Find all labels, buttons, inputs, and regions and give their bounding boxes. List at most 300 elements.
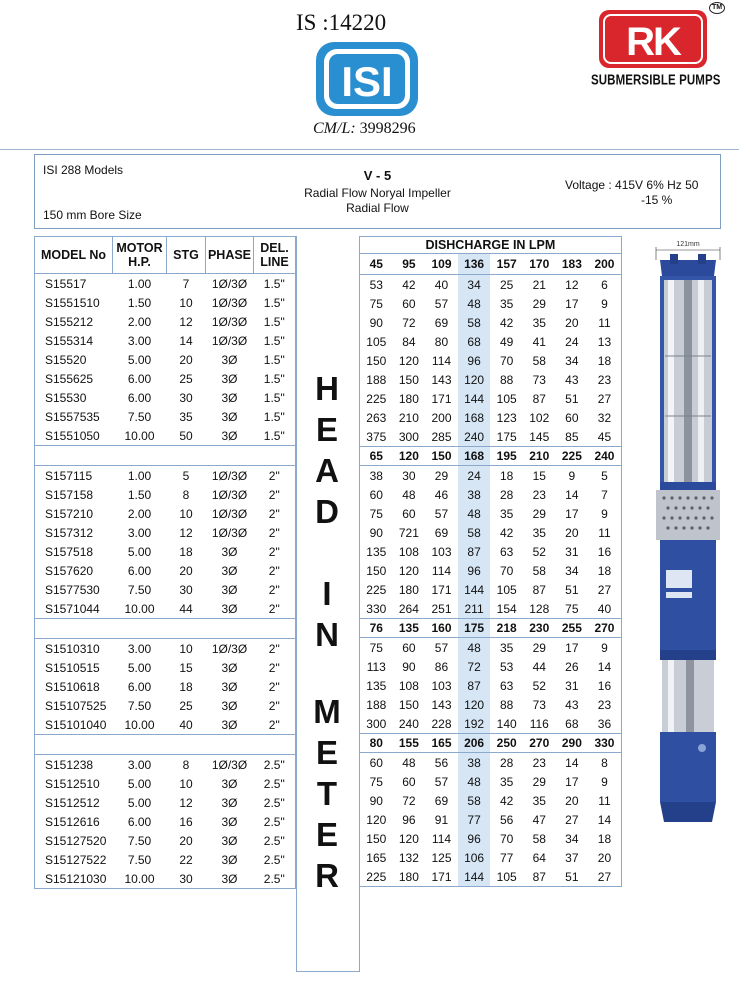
phase-cell: 1Ø/3Ø [211,757,248,772]
table-row [35,504,296,523]
delivery-line-cell: 2" [268,487,280,502]
head-value: 41 [532,334,546,349]
head-value: 51 [565,582,579,597]
head-value: 180 [398,582,419,597]
head-value: 23 [532,487,546,502]
head-value: 120 [398,563,419,578]
head-value: 240 [458,427,491,447]
head-value: 29 [532,296,546,311]
head-row [360,810,622,829]
model-cell: S15127520 [45,833,107,848]
table-row [35,639,296,659]
phase-cell: 3Ø [221,795,238,810]
head-value: 28 [499,487,514,502]
head-value: 140 [496,716,517,731]
phase-cell: 1Ø/3Ø [211,314,248,329]
head-value: 29 [532,774,546,789]
stages-cell: 22 [179,852,193,867]
head-value: 88 [499,372,514,387]
head-value: 18 [597,563,612,578]
head-value: 225 [366,582,387,597]
head-value: 48 [458,772,491,791]
head-value: 6 [601,277,608,292]
lpm-value: 183 [556,254,589,275]
stages-cell: 16 [179,814,193,829]
head-value: 263 [366,410,387,425]
head-row [360,772,622,791]
head-value: 77 [499,850,514,865]
lpm-value: 155 [393,734,426,753]
head-value: 143 [431,372,452,387]
head-value: 57 [434,296,449,311]
head-value: 75 [369,774,383,789]
head-in-meter-letter: I [322,575,332,612]
model-cell: S1571044 [45,601,100,616]
model-cell: S155212 [45,314,94,329]
table-row [35,793,296,812]
motor-hp-cell: 5.00 [127,544,152,559]
head-row [360,332,622,351]
model-cell: S157115 [45,468,93,483]
head-value: 17 [565,506,579,521]
model-cell: S157210 [45,506,94,521]
delivery-line-cell: 2" [268,563,280,578]
head-value: 150 [366,353,387,368]
phase-cell: 3Ø [221,390,238,405]
head-value: 188 [366,697,387,712]
head-value: 42 [499,525,514,540]
head-row [360,485,622,504]
stages-cell: 8 [182,757,190,772]
delivery-line-cell: 1.5" [263,409,285,424]
head-value: 20 [565,793,579,808]
head-in-meter-letter: A [315,452,339,489]
head-value: 123 [496,410,517,425]
table-row [35,580,296,599]
motor-hp-cell: 2.00 [127,314,152,329]
head-value: 17 [565,296,579,311]
phase-cell: 3Ø [221,698,238,713]
cml-number: 3998296 [359,120,416,137]
head-row [360,504,622,523]
table-row [35,293,296,312]
head-value: 43 [565,372,579,387]
motor-hp-cell: 5.00 [127,776,152,791]
stages-cell: 25 [179,371,193,386]
motor-hp-cell: 10.00 [124,717,155,732]
head-value: 34 [458,275,491,295]
lpm-value: 80 [360,734,393,753]
phase-cell: 3Ø [221,428,238,443]
table-row [35,312,296,331]
head-value: 70 [499,563,514,578]
group-separator-row [35,619,296,639]
head-value: 27 [565,812,579,827]
head-value: 120 [458,695,491,714]
head-in-meter-letter: E [315,411,338,448]
head-row [360,638,622,658]
head-value: 48 [402,755,416,770]
submersible-pump-image [640,236,736,826]
motor-hp-cell: 2.00 [127,506,152,521]
head-value: 114 [431,563,452,578]
cml-license [313,120,416,138]
head-value: 57 [434,640,449,655]
stages-cell: 5 [182,468,190,483]
model-cell: S155625 [45,371,94,386]
head-value: 60 [369,487,383,502]
head-value: 73 [532,697,546,712]
is-standard-number: IS :14220 [296,10,387,35]
phase-cell: 1Ø/3Ø [211,333,248,348]
model-cell: S1551510 [45,295,100,310]
motor-hp-cell: 7.50 [127,698,152,713]
delivery-line-cell: 1.5" [263,295,285,310]
head-value: 264 [398,601,419,616]
phase-cell: 3Ø [221,352,238,367]
bore-size: 150 mm Bore Size [43,208,142,222]
head-value: 42 [499,315,514,330]
head-value: 143 [431,697,452,712]
stages-cell: 10 [179,506,193,521]
head-value: 53 [369,277,383,292]
lpm-header-row [360,619,622,638]
head-value: 51 [565,391,579,406]
head-value: 63 [499,544,514,559]
motor-hp-cell: 7.50 [127,409,152,424]
head-value: 125 [431,850,452,865]
head-value: 56 [499,812,514,827]
delivery-line-cell: 2" [268,660,280,675]
stages-cell: 20 [179,833,193,848]
stages-cell: 30 [179,582,193,597]
delivery-line-cell: 2" [268,582,280,597]
model-cell: S157312 [45,525,94,540]
head-row [360,294,622,313]
head-value: 18 [597,831,612,846]
head-row [360,714,622,734]
lpm-value: 195 [490,447,523,466]
table-row [35,774,296,793]
head-row [360,676,622,695]
head-value: 63 [499,678,514,693]
head-in-meter-letter: R [315,857,339,894]
head-value: 29 [532,640,546,655]
head-value: 23 [532,755,546,770]
head-value: 168 [458,408,491,427]
head-value: 120 [398,353,419,368]
motor-hp-cell: 6.00 [127,814,152,829]
model-cell: S1577530 [45,582,100,597]
head-value: 91 [434,812,449,827]
head-row [360,848,622,867]
table-row [35,831,296,850]
delivery-line-cell: 2.5" [263,814,285,829]
head-value: 105 [496,869,517,884]
table-row [35,369,296,388]
phase-cell: 3Ø [221,679,238,694]
head-value: 9 [601,640,608,655]
delivery-line-cell: 1.5" [263,371,285,386]
head-value: 105 [496,391,517,406]
head-value: 52 [532,544,546,559]
voltage-tolerance: -15 % [641,193,673,207]
phase-cell: 3Ø [221,563,238,578]
head-value: 144 [458,389,491,408]
table-row [35,331,296,350]
phase-cell: 3Ø [221,717,238,732]
model-cell: S157518 [45,544,94,559]
head-value: 35 [499,640,514,655]
head-value: 285 [431,429,452,444]
head-row [360,695,622,714]
motor-hp-cell: 10.00 [124,601,155,616]
head-value: 48 [458,294,491,313]
lpm-value: 255 [556,619,589,638]
col-model: MODEL No [35,237,113,274]
motor-hp-cell: 1.50 [127,487,152,502]
head-value: 114 [431,353,452,368]
voltage-spec: Voltage : 415V 6% Hz 50 [565,178,699,192]
head-in-meter-letter: E [315,816,338,853]
head-value: 70 [499,353,514,368]
table-row [35,696,296,715]
pump-width-label: 121mm [676,241,700,248]
stages-cell: 18 [179,679,193,694]
table-row [35,755,296,775]
head-value: 23 [597,372,612,387]
motor-hp-cell: 3.00 [127,757,152,772]
head-row [360,657,622,676]
model-cell: S155314 [45,333,94,348]
header-divider [0,149,739,150]
delivery-line-cell: 2" [268,641,280,656]
lpm-value: 95 [393,254,426,275]
head-value: 20 [565,525,579,540]
table-row [35,466,296,486]
head-value: 135 [366,678,387,693]
head-value: 46 [434,487,449,502]
model-cell: S1510515 [45,660,100,675]
head-value: 103 [431,678,452,693]
lpm-value: 206 [458,734,491,753]
motor-hp-cell: 6.00 [127,390,152,405]
head-value: 84 [402,334,416,349]
head-value: 180 [398,869,419,884]
head-row [360,580,622,599]
stages-cell: 8 [182,487,190,502]
head-value: 90 [369,315,383,330]
trademark-symbol: TM [709,2,725,14]
head-value: 60 [369,755,383,770]
stages-cell: 50 [179,428,193,443]
head-value: 25 [499,277,514,292]
lpm-value: 330 [588,734,621,753]
stages-cell: 10 [179,295,193,310]
head-value: 9 [601,296,608,311]
model-cell: S157158 [45,487,94,502]
head-value: 171 [431,582,452,597]
head-value: 113 [366,659,386,674]
head-value: 30 [402,468,416,483]
lpm-value: 76 [360,619,393,638]
head-value: 175 [496,429,517,444]
head-value: 60 [565,410,579,425]
stages-cell: 10 [179,776,193,791]
phase-cell: 1Ø/3Ø [211,641,248,656]
table-row [35,869,296,889]
head-value: 171 [431,391,452,406]
delivery-line-cell: 1.5" [263,333,285,348]
head-value: 330 [366,601,387,616]
phase-cell: 3Ø [221,871,238,886]
head-row [360,867,622,887]
delivery-line-cell: 2.5" [263,776,285,791]
lpm-value: 165 [425,734,458,753]
discharge-table [359,236,622,887]
table-row [35,677,296,696]
delivery-line-cell: 2.5" [263,871,285,886]
head-value: 300 [366,716,387,731]
phase-cell: 3Ø [221,601,238,616]
head-value: 108 [398,678,419,693]
head-value: 225 [366,869,387,884]
head-value: 80 [434,334,449,349]
motor-hp-cell: 3.00 [127,525,152,540]
col-stages: STG [167,237,206,274]
head-in-meter-letter: M [313,693,341,730]
lpm-value: 225 [556,447,589,466]
head-row [360,427,622,447]
head-value: 15 [532,468,546,483]
motor-hp-cell: 6.00 [127,371,152,386]
head-value: 150 [398,697,419,712]
head-value: 48 [402,487,416,502]
head-value: 43 [565,697,579,712]
head-row [360,313,622,332]
head-value: 60 [402,640,416,655]
head-row [360,829,622,848]
head-value: 87 [532,582,546,597]
head-value: 53 [499,659,514,674]
phase-cell: 1Ø/3Ø [211,276,248,291]
head-value: 375 [366,429,387,444]
group-separator-row [35,735,296,755]
head-value: 49 [499,334,514,349]
head-value: 12 [565,277,579,292]
table-row [35,523,296,542]
head-value: 17 [565,640,579,655]
head-value: 21 [532,277,546,292]
head-value: 90 [402,659,416,674]
head-value: 16 [597,678,612,693]
table-row [35,542,296,561]
head-value: 60 [402,506,416,521]
phase-cell: 3Ø [221,660,238,675]
table-row [35,274,296,294]
head-value: 87 [458,676,491,695]
head-value: 36 [597,716,612,731]
head-value: 17 [565,774,579,789]
head-value: 28 [499,755,514,770]
head-in-meter-letter: T [316,775,338,812]
lpm-value: 120 [393,447,426,466]
head-value: 14 [597,659,612,674]
head-row [360,542,622,561]
model-cell: S15101040 [45,717,107,732]
head-value: 35 [499,506,514,521]
head-value: 35 [499,296,514,311]
head-value: 35 [499,774,514,789]
lpm-value: 150 [425,447,458,466]
head-value: 42 [499,793,514,808]
phase-cell: 1Ø/3Ø [211,525,248,540]
head-value: 68 [458,332,491,351]
head-value: 20 [565,315,579,330]
head-value: 58 [532,563,546,578]
head-value: 29 [532,506,546,521]
head-value: 69 [434,315,449,330]
head-row [360,523,622,542]
head-row [360,753,622,773]
head-row [360,561,622,580]
stages-cell: 44 [179,601,193,616]
head-value: 132 [398,850,419,865]
head-value: 86 [434,659,449,674]
lpm-value: 170 [523,254,556,275]
motor-hp-cell: 5.00 [127,795,152,810]
model-cell: S157620 [45,563,94,578]
stages-cell: 12 [179,525,193,540]
group-separator-row [35,446,296,466]
phase-cell: 3Ø [221,814,238,829]
head-value: 171 [431,869,452,884]
head-row [360,791,622,810]
brand-subtitle: SUBMERSIBLE PUMPS [591,73,721,88]
head-value: 64 [532,850,546,865]
motor-hp-cell: 6.00 [127,563,152,578]
head-value: 9 [601,774,608,789]
model-cell: S15127522 [45,852,107,867]
head-value: 192 [458,714,491,734]
delivery-line-cell: 2" [268,525,280,540]
stages-cell: 12 [179,314,193,329]
head-value: 34 [565,353,579,368]
table-row [35,350,296,369]
motor-hp-cell: 3.00 [127,333,152,348]
head-value: 154 [496,601,517,616]
head-value: 34 [565,563,579,578]
head-value: 105 [496,582,517,597]
table-row [35,485,296,504]
lpm-value: 160 [425,619,458,638]
head-value: 87 [532,391,546,406]
model-cell: S151238 [45,757,94,772]
head-value: 90 [369,525,383,540]
head-value: 211 [458,599,491,619]
phase-cell: 3Ø [221,544,238,559]
col-phase: PHASE [206,237,254,274]
col-motor-hp: MOTOR H.P. [113,237,167,274]
head-row [360,389,622,408]
info-box [34,154,721,229]
lpm-value: 65 [360,447,393,466]
head-value: 106 [458,848,491,867]
model-cell: S15517 [45,276,87,291]
head-value: 150 [366,831,387,846]
head-value: 60 [402,774,416,789]
head-value: 38 [369,468,383,483]
